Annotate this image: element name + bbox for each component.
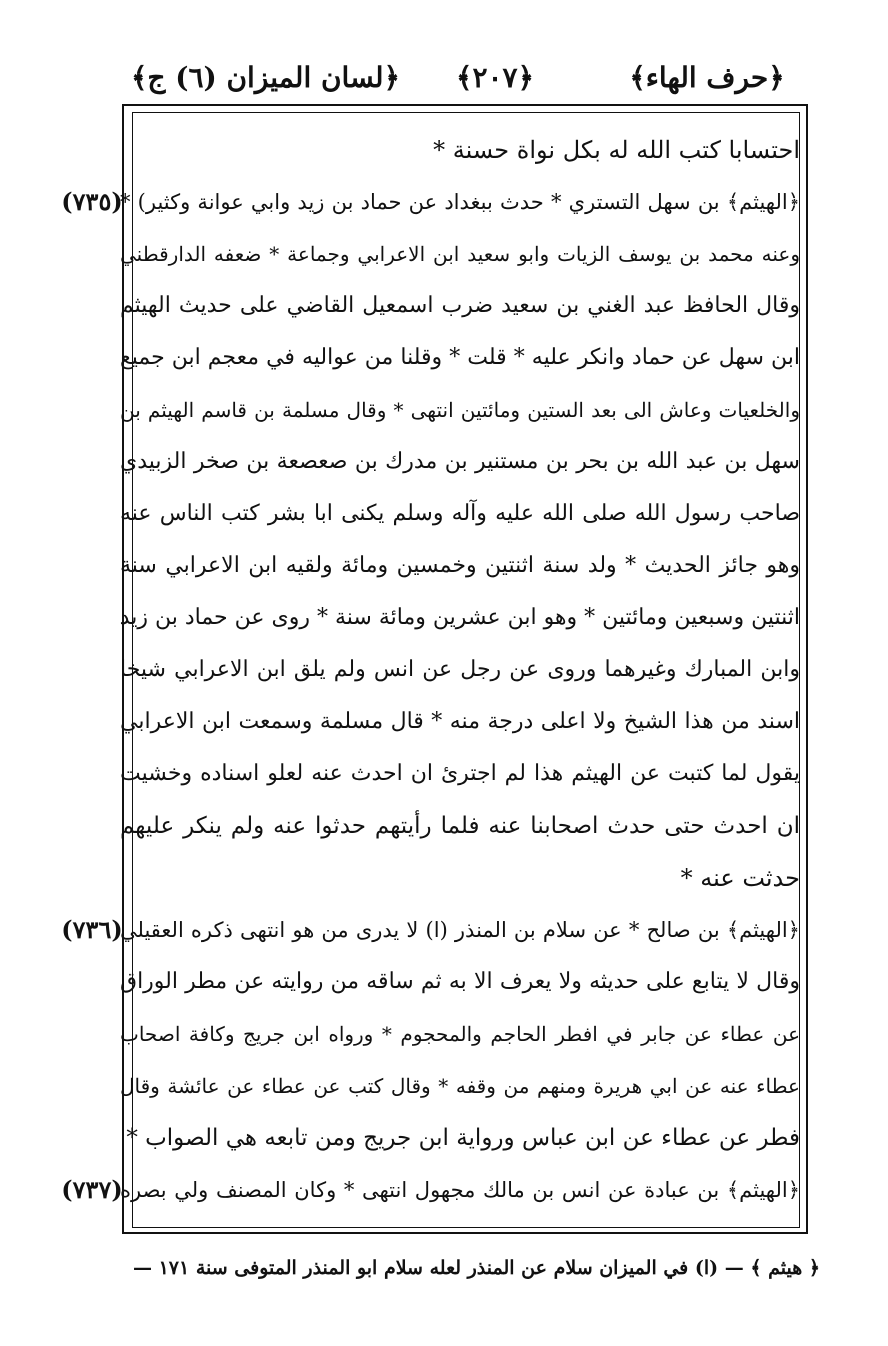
text-line: اثنتين وسبعين ومائتين * وهو ابن عشرين ومائة سنة * روى عن حماد بن زيد [120,605,800,630]
text-line: عن عطاء عن جابر في افطر الحاجم والمحجوم * ورواه ابن جريج وكافة اصحاب [120,1022,800,1046]
text-line: ﴿الهيثم﴾ بن صالح * عن سلام بن المنذر (ا) لا يدرى من هو انتهى ذكره العقيلي [120,918,800,942]
text-line: ابن سهل عن حماد وانكر عليه * قلت * وقلنا من عواليه في معجم ابن جميع [120,345,800,370]
entry-number: (٧٣٥) [61,187,123,216]
header-page-number: ﴿٢٠٧﴾ [456,61,534,94]
text-line: وقال لا يتابع على حديثه ولا يعرف الا به ثم ساقه من روايته عن مطر الوراق [120,969,800,994]
text-line: وقال الحافظ عبد الغني بن سعيد ضرب اسمعيل القاضي على حديث الهيثم [120,293,800,318]
text-line: يقول لما كتبت عن الهيثم هذا لم اجترئ ان احدث عنه لعلو اسناده وخشيت [120,761,800,786]
text-line: صاحب رسول الله صلى الله عليه وآله وسلم يكنى ابا بشر كتب الناس عنه [120,501,800,526]
entry-number: (٧٣٧) [61,1175,123,1204]
text-line: وهو جائز الحديث * ولد سنة اثنتين وخمسين ومائة ولقيه ابن الاعرابي سنة [120,553,800,578]
text-line: عطاء عنه عن ابي هريرة ومنهم من وقفه * وقال كتب عن عطاء عن عائشة وقال [120,1074,800,1098]
entry-number: (٧٣٦) [61,915,123,944]
header-chapter-title: ﴿حرف الهاء﴾ [629,61,785,94]
text-line: وعنه محمد بن يوسف الزيات وابو سعيد ابن الاعرابي وجماعة * ضعفه الدارقطني [120,242,800,266]
text-line: اسند من هذا الشيخ ولا اعلى درجة منه * قال مسلمة وسمعت ابن الاعرابي [120,709,800,734]
footnote: ﴿ هيثم ﴾ — (ا) في الميزان سلام عن المنذر لعله سلام ابو المنذر المتوفى سنة ١٧١ — [132,1257,820,1279]
text-line: ان احدث حتى حدث اصحابنا عنه فلما رأيتهم حدثوا عنه ولم ينكر عليهم [120,813,800,839]
text-line: ﴿الهيثم﴾ بن عبادة عن انس بن مالك مجهول انتهى * وكان المصنف ولي بصره [120,1178,800,1202]
text-line: حدثت عنه * [680,864,800,892]
text-line: والخلعيات وعاش الى بعد الستين ومائتين انتهى * وقال مسلمة بن قاسم الهيثم بن [120,398,800,422]
text-line: سهل بن عبد الله بن بحر بن مستنير بن مدرك بن صعصعة بن صخر الزبيدي [120,449,800,474]
text-line: فطر عن عطاء عن ابن عباس ورواية ابن جريج ومن تابعه هي الصواب * [126,1125,800,1151]
text-line: وابن المبارك وغيرهما وروى عن رجل عن انس ولم يلق ابن الاعرابي شيخا [120,657,800,682]
text-line: احتسابا كتب الله له بكل نواة حسنة * [433,136,800,164]
text-line: ﴿الهيثم﴾ بن سهل التستري * حدث ببغداد عن حماد بن زيد وابي عوانة وكثير) * [120,190,800,214]
header-book-title: ﴿لسان الميزان (٦) ج﴾ [130,61,400,94]
